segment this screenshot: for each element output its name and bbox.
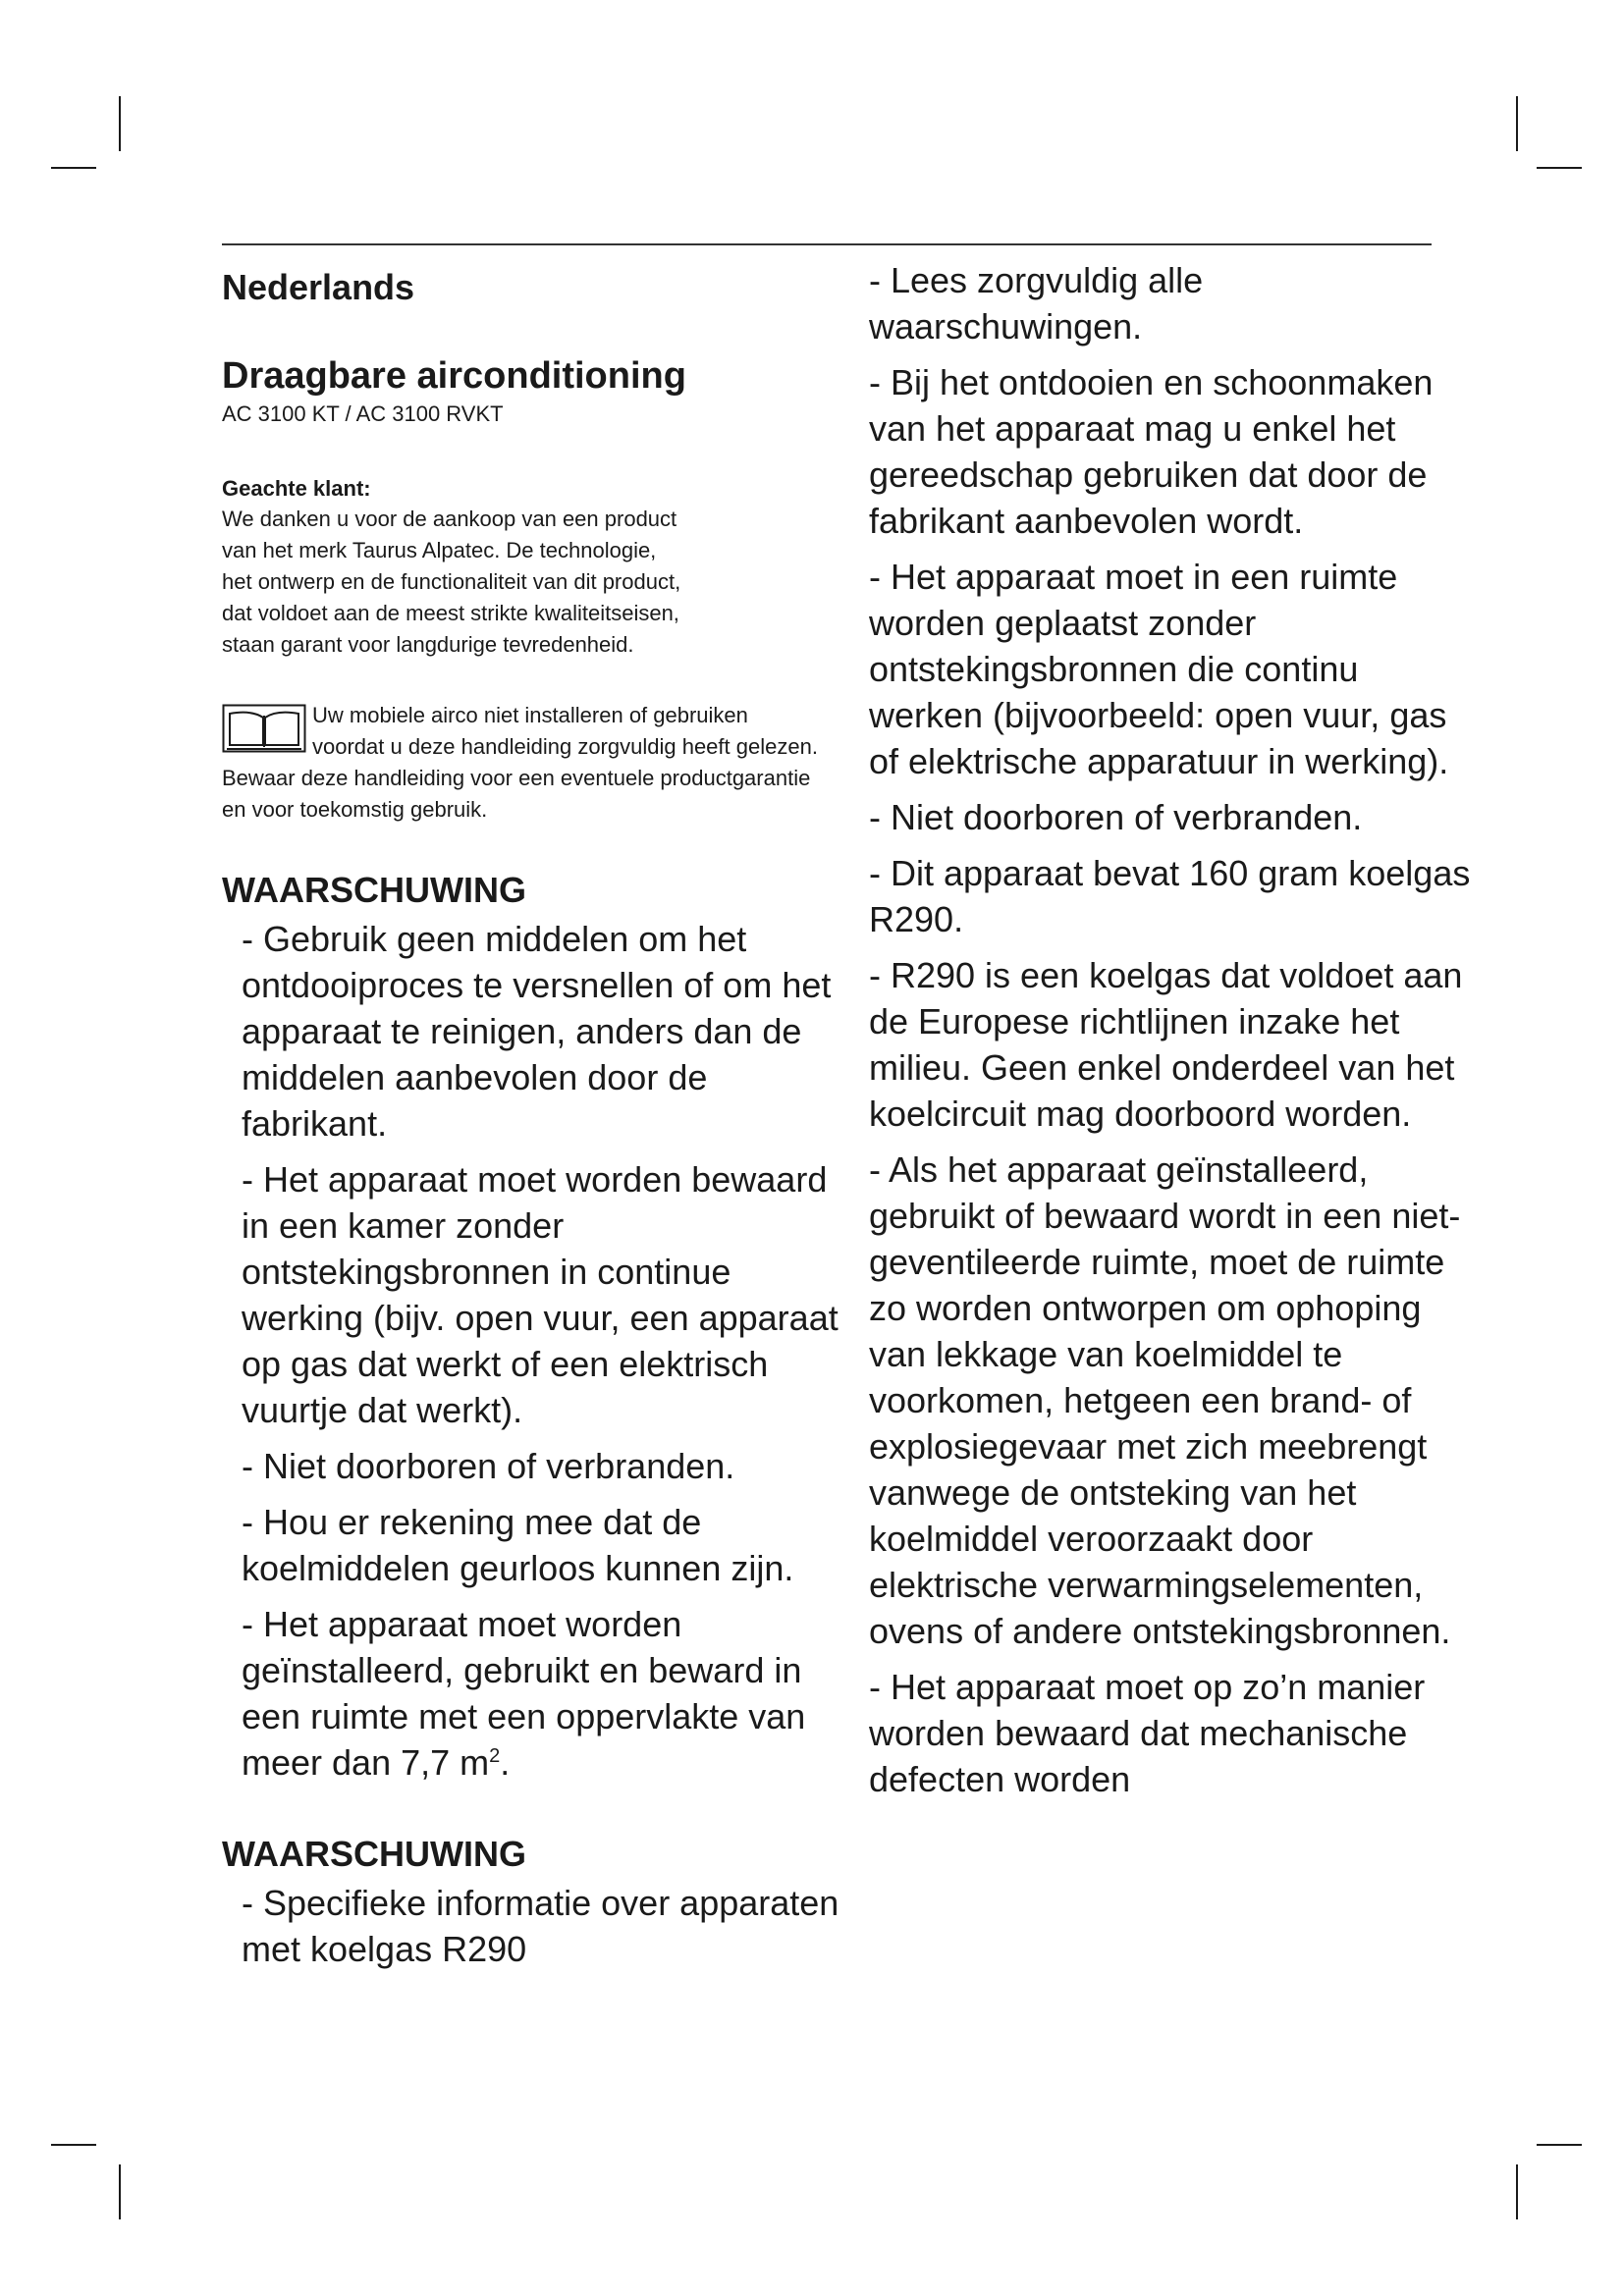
warning-item: - Het apparaat moet worden bewaard in een kamer zonder ontstekingsbronnen in continue werking (bijv. open vuur, een apparaat op gas dat werkt of een elektrisch vuurtje dat werkt). [242, 1159, 839, 1430]
warning-item: - Bij het ontdooien en schoonmaken van het apparaat mag u enkel het gereedschap gebruiken dat door de fabrikant aanbevolen wordt. [869, 362, 1434, 541]
left-column [222, 257, 850, 1982]
language-heading: Nederlands [222, 267, 415, 307]
manual-notice [222, 700, 821, 826]
crop-mark-top-right-vertical [1516, 96, 1518, 151]
intro-text [222, 504, 811, 661]
warning-item: - Dit apparaat bevat 160 gram koelgas R290. [869, 853, 1471, 939]
intro-line: het ontwerp en de functionaliteit van dit product, [222, 569, 681, 594]
right-column [869, 257, 1478, 1812]
warning-item: - Als het apparaat geïnstalleerd, gebruikt of bewaard wordt in een niet-geventileerde ruimte, moet de ruimte zo worden ontworpen om ophoping van lekkage van koelmiddel te voorkomen, hetgeen een brand- of explosiegevaar met zich meebrengt vanwege de ontsteking van het koelmiddel veroorzaakt door elektrische verwarmingselementen, ovens of andere ontstekingsbronnen. [869, 1149, 1461, 1651]
warning-heading: WAARSCHUWING [222, 1834, 526, 1874]
crop-mark-bottom-left-vertical [119, 2164, 121, 2219]
warning-item [242, 1601, 850, 1786]
notice-text: Uw mobiele airco niet installeren of gebruiken voordat u deze handleiding zorgvuldig heeft gelezen. Bewaar deze handleiding voor een eventuele productgarantie en voor toekomstig gebruik. [222, 703, 818, 822]
open-book-icon [222, 704, 306, 753]
warning-item: - Het apparaat moet op zo’n manier worden bewaard dat mechanische defecten worden [869, 1667, 1426, 1799]
superscript: 2 [489, 1745, 501, 1767]
warning-item: - Hou er rekening mee dat de koelmiddelen geurloos kunnen zijn. [242, 1502, 794, 1588]
header-rule [222, 243, 1432, 245]
crop-mark-bottom-right-vertical [1516, 2164, 1518, 2219]
warning-item-end: . [500, 1742, 511, 1783]
model-numbers: AC 3100 KT / AC 3100 RVKT [222, 401, 504, 426]
warning-item: - Gebruik geen middelen om het ontdooiproces te versnellen of om het apparaat te reinigen, anders dan de middelen aanbevolen door de fabrikant. [242, 919, 832, 1144]
warning-heading: WAARSCHUWING [222, 870, 526, 910]
warning-item: - Het apparaat moet in een ruimte worden geplaatst zonder ontstekingsbronnen die continu werken (bijvoorbeeld: open vuur, gas of elektrische apparatuur in werking). [869, 557, 1449, 781]
warning-item: - Niet doorboren of verbranden. [869, 797, 1363, 837]
warning-item: - Specifieke informatie over apparaten met koelgas R290 [242, 1883, 839, 1969]
intro-line: We danken u voor de aankoop van een product [222, 507, 677, 531]
warning-item-text: - Het apparaat moet worden geïnstalleerd, gebruikt en beward in een ruimte met een oppervlakte van meer dan 7,7 m [242, 1604, 806, 1783]
warning-item: - Niet doorboren of verbranden. [242, 1446, 735, 1486]
page-title: Draagbare airconditioning [222, 355, 686, 397]
crop-mark-bottom-right-horizontal [1537, 2144, 1582, 2146]
crop-mark-top-left-horizontal [51, 167, 96, 169]
intro-line: dat voldoet aan de meest strikte kwaliteitseisen, [222, 601, 679, 625]
crop-mark-top-right-horizontal [1537, 167, 1582, 169]
greeting: Geachte klant: [222, 476, 371, 501]
intro-line: van het merk Taurus Alpatec. De technologie, [222, 538, 657, 562]
warning-item: - Lees zorgvuldig alle waarschuwingen. [869, 260, 1204, 347]
intro-line: staan garant voor langdurige tevredenheid. [222, 632, 634, 657]
crop-mark-top-left-vertical [119, 96, 121, 151]
warning-item: - R290 is een koelgas dat voldoet aan de Europese richtlijnen inzake het milieu. Geen enkel onderdeel van het koelcircuit mag doorboord worden. [869, 955, 1463, 1134]
crop-mark-bottom-left-horizontal [51, 2144, 96, 2146]
